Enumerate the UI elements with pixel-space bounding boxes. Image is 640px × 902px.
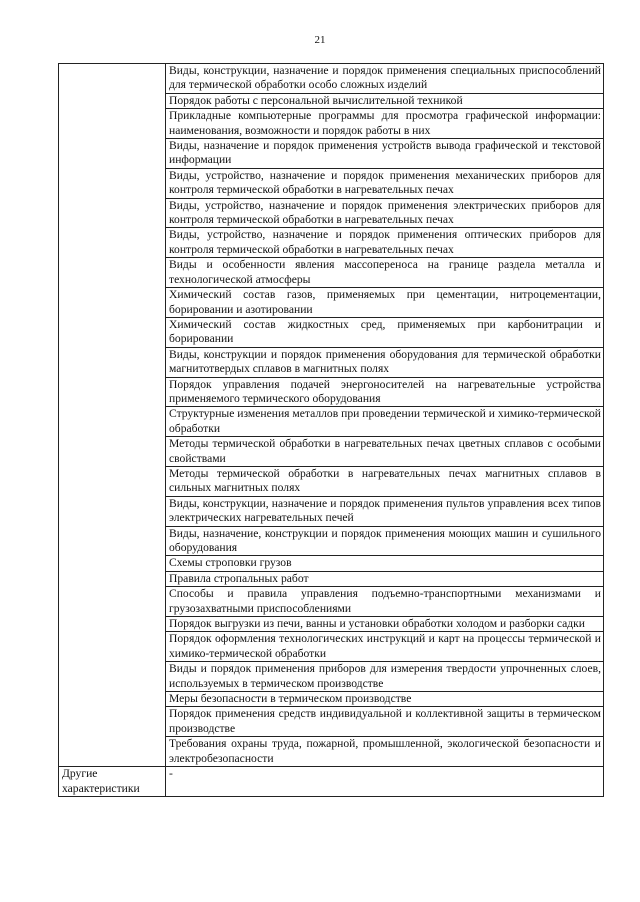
knowledge-item-text: Схемы строповки грузов bbox=[169, 556, 292, 570]
table-row bbox=[59, 64, 604, 94]
knowledge-item-text: Порядок работы с персональной вычислительной техникой bbox=[169, 93, 463, 107]
requirements-table bbox=[58, 63, 604, 797]
knowledge-item-cell bbox=[166, 407, 604, 437]
knowledge-item-text: Химический состав газов, применяемых при цементации, нитроцементации, борировании и азотировании bbox=[169, 288, 601, 316]
knowledge-item-cell bbox=[166, 466, 604, 496]
knowledge-item-cell bbox=[166, 662, 604, 692]
requirements-table-body bbox=[59, 64, 604, 797]
knowledge-item-cell bbox=[166, 198, 604, 228]
knowledge-item-cell bbox=[166, 556, 604, 571]
knowledge-item-text: Требования охраны труда, пожарной, промышленной, экологической безопасности и электробезопасности bbox=[169, 737, 601, 765]
knowledge-item-text: Виды, устройство, назначение и порядок применения механических приборов для контроля термической обработки в нагревательных печах bbox=[169, 168, 601, 197]
knowledge-item-text: Виды, устройство, назначение и порядок применения оптических приборов для контроля термической обработки в нагревательных печах bbox=[169, 228, 601, 256]
knowledge-item-cell bbox=[166, 737, 604, 767]
knowledge-item-cell bbox=[166, 288, 604, 318]
knowledge-item-text: Порядок управления подачей энергоносителей на нагревательные устройства применяемого термического оборудования bbox=[169, 377, 601, 405]
knowledge-item-cell bbox=[166, 692, 604, 707]
knowledge-item-text: Химический состав жидкостных сред, применяемых при карбонитрации и борировании bbox=[169, 317, 601, 346]
knowledge-item-text: Способы и правила управления подъемно-транспортными механизмами и грузозахватными приспособлениями bbox=[169, 587, 601, 615]
knowledge-item-cell bbox=[166, 228, 604, 258]
other-characteristics-value: - bbox=[166, 767, 604, 797]
knowledge-item-text: Меры безопасности в термическом производстве bbox=[169, 692, 412, 706]
knowledge-item-cell bbox=[166, 93, 604, 108]
knowledge-item-cell bbox=[166, 139, 604, 169]
knowledge-item-text: Порядок применения средств индивидуальной и коллективной защиты в термическом производстве bbox=[169, 707, 601, 735]
knowledge-item-text: Порядок оформления технологических инструкций и карт на процессы термической и химико-термической обработки bbox=[169, 632, 601, 660]
other-characteristics-row bbox=[59, 767, 604, 797]
knowledge-item-cell bbox=[166, 109, 604, 139]
knowledge-item-text: Виды, конструкции, назначение и порядок применения пультов управления всех типов электрических нагревательных печей bbox=[169, 496, 601, 525]
knowledge-item-text: Порядок выгрузки из печи, ванны и установки обработки холодом и разборки садки bbox=[169, 617, 586, 631]
knowledge-item-cell bbox=[166, 632, 604, 662]
knowledge-item-cell bbox=[166, 617, 604, 632]
knowledge-item-text: Прикладные компьютерные программы для просмотра графической информации: наименования, возможности и порядок работы в них bbox=[169, 109, 601, 137]
knowledge-item-cell bbox=[166, 347, 604, 377]
knowledge-item-cell bbox=[166, 571, 604, 586]
knowledge-item-text: Виды, конструкции, назначение и порядок применения специальных приспособлений для термической обработки особо сложных изделий bbox=[169, 64, 601, 92]
page-number: 21 bbox=[314, 34, 326, 46]
knowledge-item-text: Виды и порядок применения приборов для измерения твердости упрочненных слоев, используемых в термическом производстве bbox=[169, 662, 601, 690]
knowledge-item-cell bbox=[166, 496, 604, 526]
knowledge-item-cell bbox=[166, 707, 604, 737]
knowledge-item-cell bbox=[166, 377, 604, 407]
other-characteristics-label: Другие характеристики bbox=[59, 767, 166, 797]
knowledge-label-cell bbox=[59, 64, 166, 767]
knowledge-item-cell bbox=[166, 168, 604, 198]
knowledge-item-cell bbox=[166, 64, 604, 94]
knowledge-item-text: Виды и особенности явления массопереноса на границе раздела металла и технологической атмосферы bbox=[169, 258, 601, 286]
knowledge-item-cell bbox=[166, 587, 604, 617]
knowledge-item-cell bbox=[166, 526, 604, 556]
knowledge-item-text: Методы термической обработки в нагревательных печах цветных сплавов с особыми свойствами bbox=[169, 437, 601, 465]
knowledge-item-cell bbox=[166, 437, 604, 467]
knowledge-item-text: Виды, назначение и порядок применения устройств вывода графической и текстовой информации bbox=[169, 139, 601, 167]
knowledge-item-text: Методы термической обработки в нагревательных печах магнитных сплавов в сильных магнитных полях bbox=[169, 466, 601, 495]
knowledge-item-cell bbox=[166, 258, 604, 288]
knowledge-item-text: Виды, устройство, назначение и порядок применения электрических приборов для контроля термической обработки в нагревательных печах bbox=[169, 198, 601, 227]
knowledge-item-cell bbox=[166, 317, 604, 347]
knowledge-item-text: Правила стропальных работ bbox=[169, 571, 309, 585]
knowledge-item-text: Виды, назначение, конструкции и порядок применения моющих машин и сушильного оборудования bbox=[169, 526, 601, 554]
knowledge-item-text: Виды, конструкции и порядок применения оборудования для термической обработки магнитотвердых сплавов в магнитных полях bbox=[169, 347, 601, 376]
knowledge-item-text: Структурные изменения металлов при проведении термической и химико-термической обработки bbox=[169, 407, 601, 435]
